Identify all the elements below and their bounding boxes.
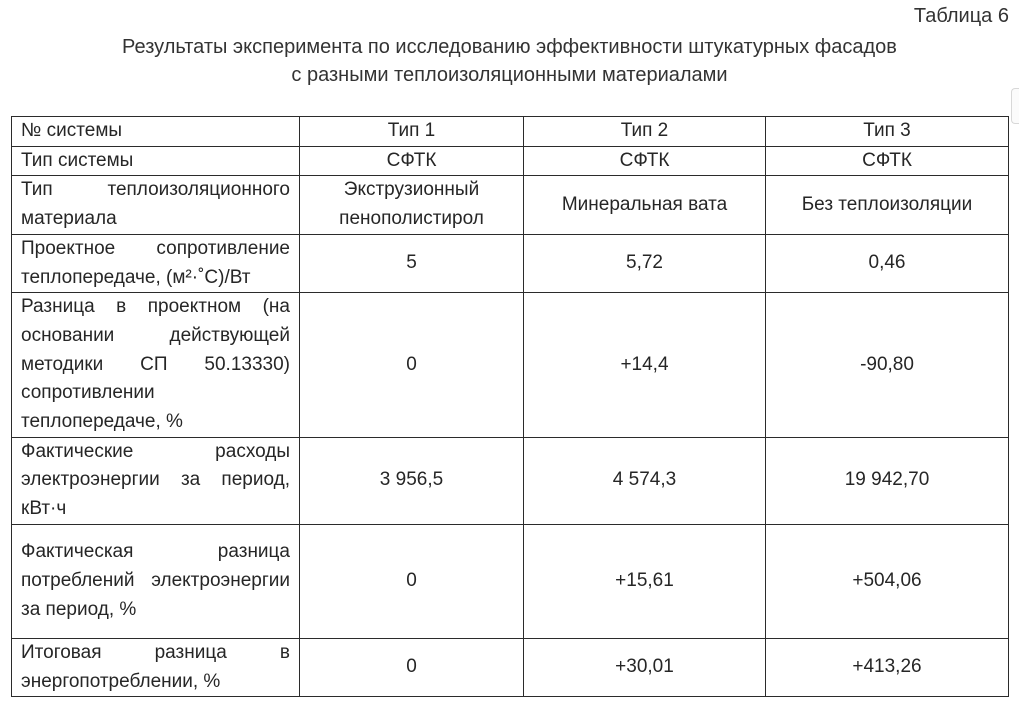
- table-number: Таблица 6: [913, 5, 1009, 27]
- row-label-actual-consumption: Фактические расходы электроэнергии за период, кВт·ч: [12, 437, 300, 524]
- cell-type-1: 0: [300, 638, 524, 696]
- cell-type-2: +15,61: [524, 524, 766, 638]
- cell-type-3: +504,06: [766, 524, 1009, 638]
- cell-type-2: Тип 2: [524, 117, 766, 147]
- cell-type-3: +413,26: [766, 638, 1009, 696]
- cell-type-3: 0,46: [766, 234, 1009, 292]
- row-label-design-resistance-difference: Разница в проектном (на основании действующей методики СП 50.13330) сопротивлении теплопередаче, %: [12, 293, 300, 438]
- row-label-insulation-material: Тип теплоизоляционного материала: [12, 176, 300, 234]
- cell-type-1: СФТК: [300, 146, 524, 176]
- cell-type-2: Минеральная вата: [524, 176, 766, 234]
- cell-type-3: 19 942,70: [766, 437, 1009, 524]
- table-row: [12, 437, 1009, 524]
- cell-type-2: +30,01: [524, 638, 766, 696]
- cell-type-3: СФТК: [766, 146, 1009, 176]
- cell-type-3: -90,80: [766, 293, 1009, 438]
- table-row: [12, 117, 1009, 147]
- table-row: [12, 638, 1009, 696]
- cell-type-3: Тип 3: [766, 117, 1009, 147]
- row-label-actual-consumption-difference: Фактическая разница потреблений электроэнергии за период, %: [12, 524, 300, 638]
- table-row: [12, 176, 1009, 234]
- cell-type-2: 5,72: [524, 234, 766, 292]
- cell-type-1: 0: [300, 524, 524, 638]
- cell-type-2: 4 574,3: [524, 437, 766, 524]
- cell-type-1: 3 956,5: [300, 437, 524, 524]
- cell-type-3: Без теплоизоляции: [766, 176, 1009, 234]
- results-table: [11, 116, 1009, 697]
- scroll-edge-handle: [1011, 88, 1019, 124]
- cell-type-1: Тип 1: [300, 117, 524, 147]
- row-label-total-difference: Итоговая разница в энергопотреблении, %: [12, 638, 300, 696]
- cell-type-1: 0: [300, 293, 524, 438]
- row-label-system-number: № системы: [12, 117, 300, 147]
- cell-type-2: +14,4: [524, 293, 766, 438]
- table-row: [12, 293, 1009, 438]
- table-row: [12, 234, 1009, 292]
- table-row: [12, 524, 1009, 638]
- caption-line-1: Результаты эксперимента по исследованию эффективности штукатурных фасадов: [122, 36, 897, 58]
- cell-type-2: СФТК: [524, 146, 766, 176]
- row-label-design-resistance: Проектное сопротивление теплопередаче, (м²·˚С)/Вт: [12, 234, 300, 292]
- table-caption: [0, 33, 1019, 89]
- cell-type-1: Экструзионный пенополистирол: [300, 176, 524, 234]
- row-label-system-type: Тип системы: [12, 146, 300, 176]
- cell-type-1: 5: [300, 234, 524, 292]
- caption-line-2: с разными теплоизоляционными материалами: [291, 64, 728, 86]
- table-row: [12, 146, 1009, 176]
